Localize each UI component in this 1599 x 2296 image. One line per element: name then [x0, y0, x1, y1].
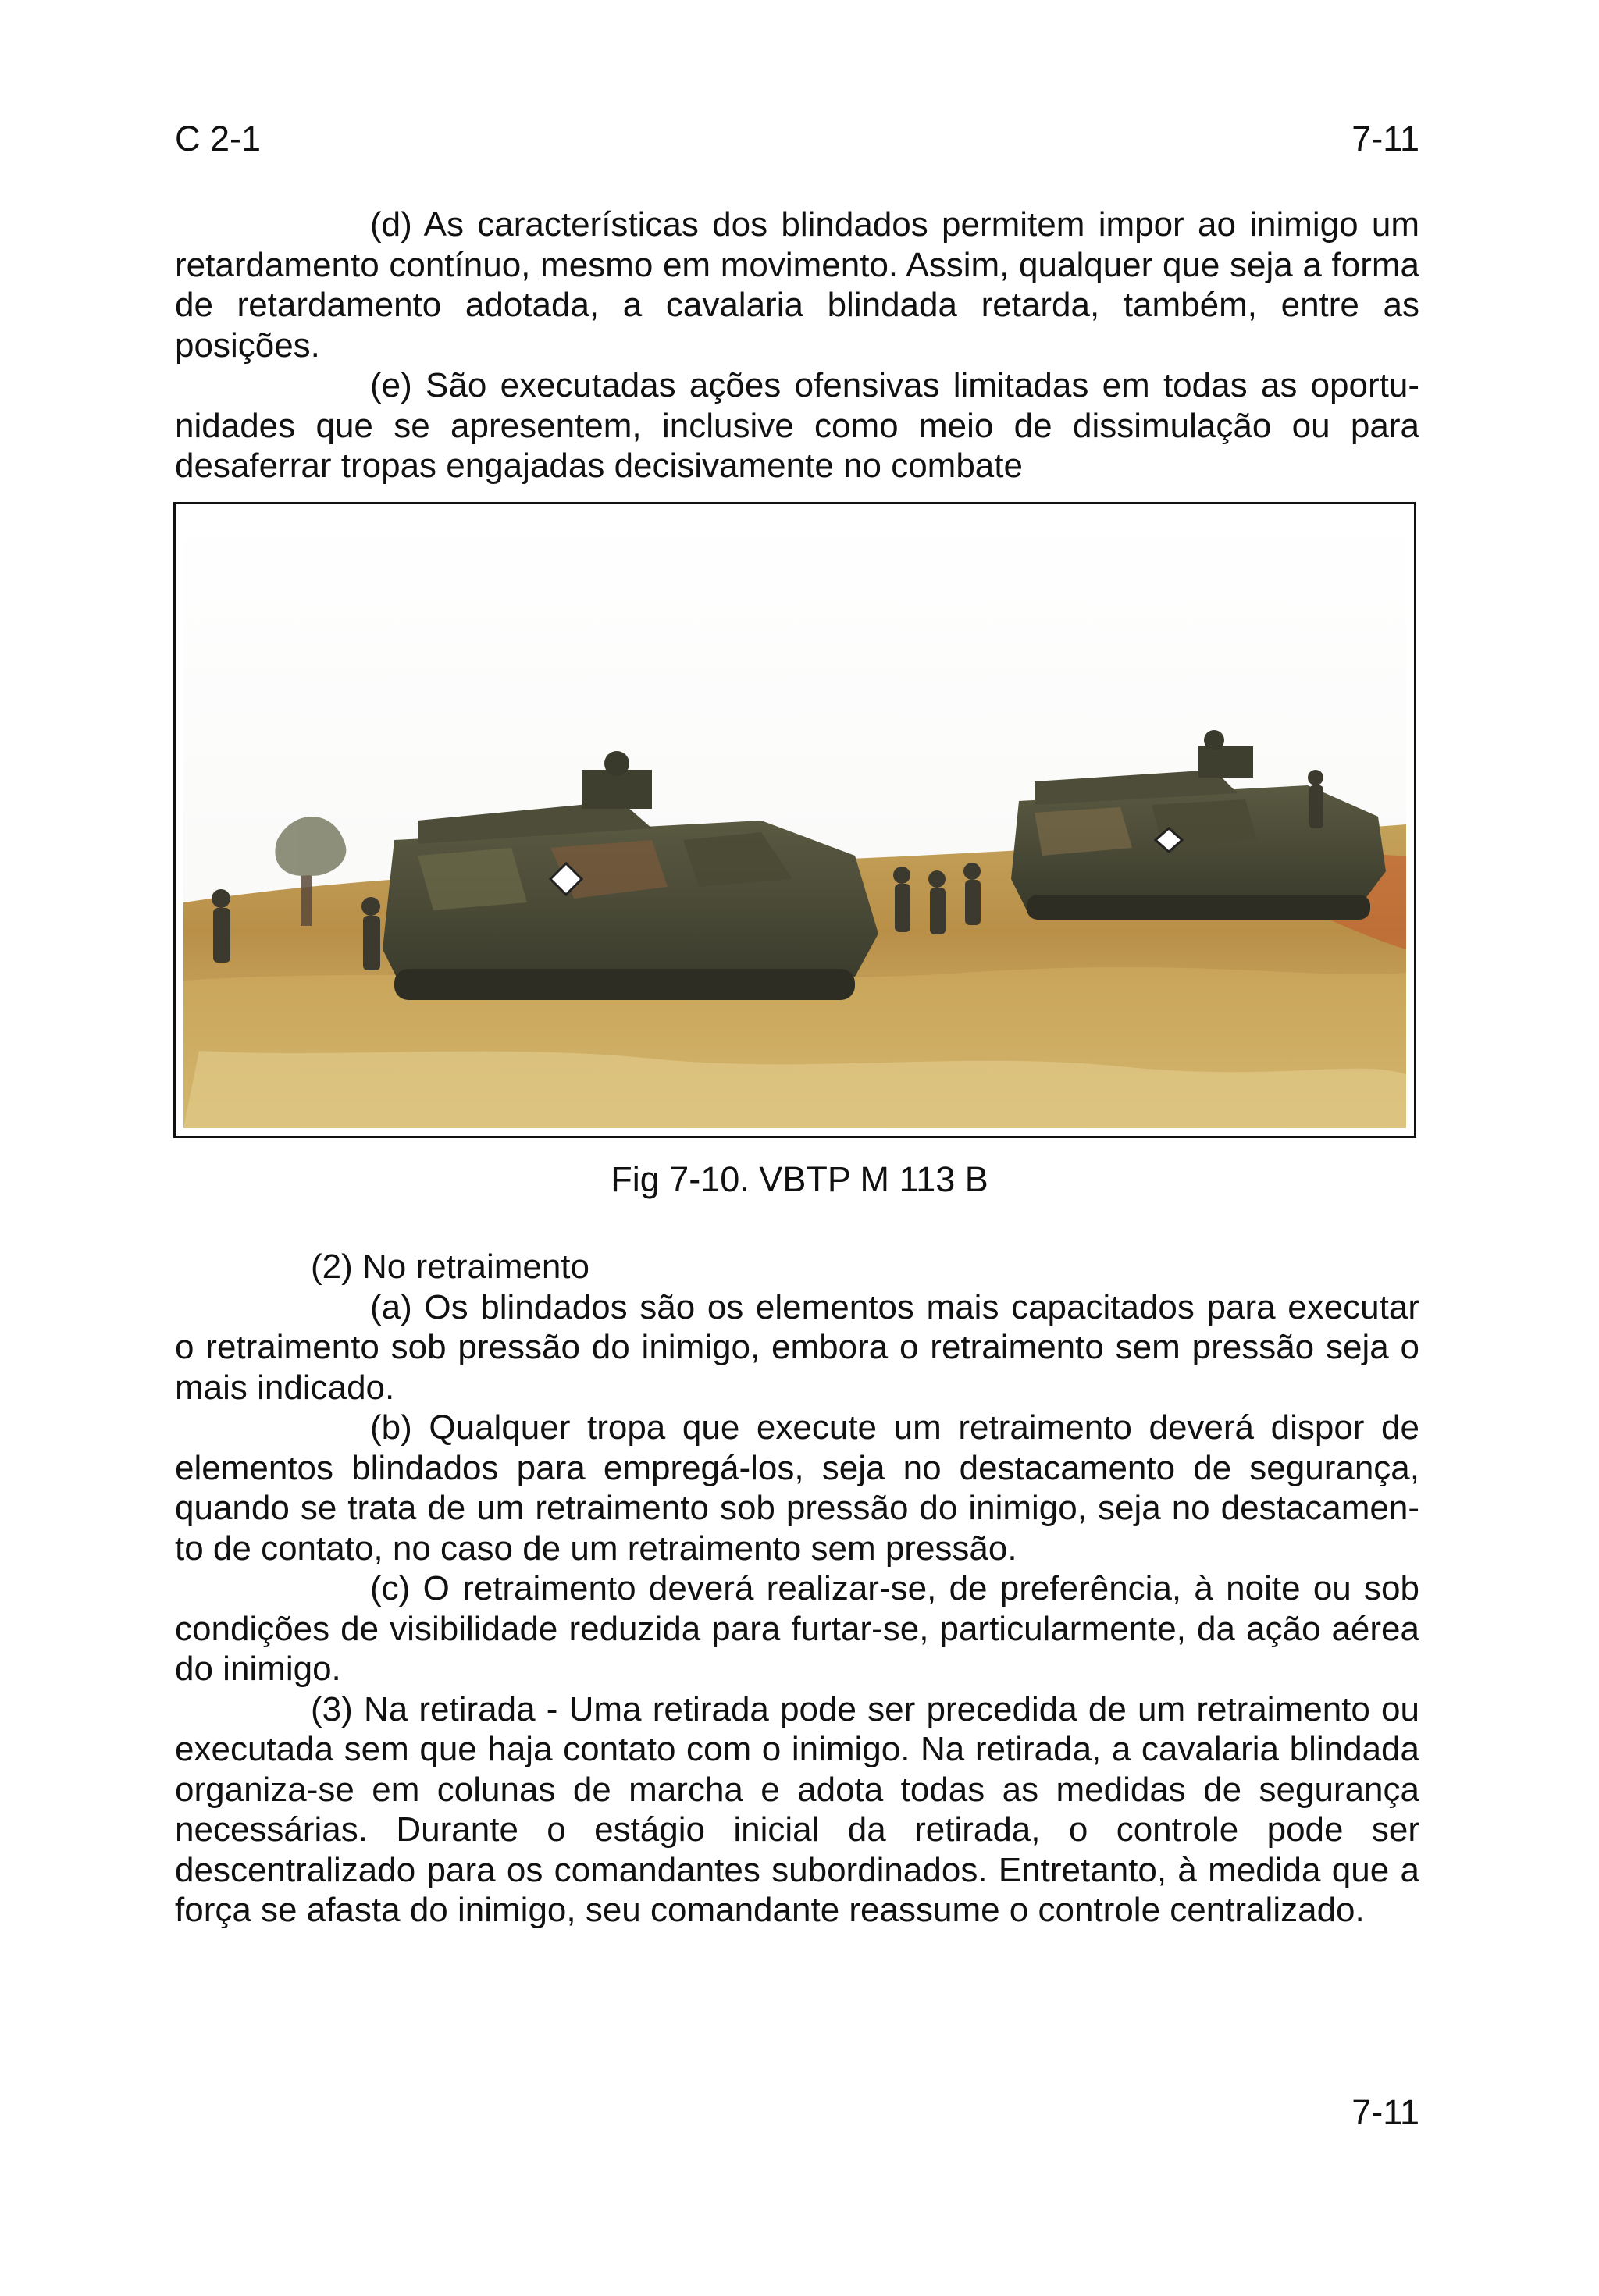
paragraph-b: (b) Qualquer tropa que execute um retraimento deverá dispor de elementos blindados para empregá-los, seja no destacamento de segurança, quando se trata de um retraimento sob pressão do inimigo, seja no destacamen-to de contato, no caso de um retraimento sem pressão. [175, 1408, 1419, 1568]
header-page-number: 7-11 [1351, 119, 1419, 158]
heading-retraimento: (2) No retraimento [311, 1248, 590, 1286]
bottom-text-block [175, 1247, 1419, 1931]
paragraph-a: (a) Os blindados são os elementos mais capacitados para executar o retraimento sob pressão do inimigo, embora o retraimento sem pressão seja o mais indicado. [175, 1287, 1419, 1407]
top-text-block [175, 205, 1419, 486]
paragraph-3-retirada: (3) Na retirada - Uma retirada pode ser precedida de um retraimento ou executada sem que haja contato com o inimigo. Na retirada, a cavalaria blindada organiza-se em colunas de marcha e adota todas as medidas de segurança necessárias. Durante o estágio inicial da retirada, o controle pode ser descentralizado para os comandantes subordinados. Entretanto, à medida que a força se afasta do inimigo, seu comandante reassume o controle centralizado. [175, 1689, 1419, 1929]
figure-frame [173, 502, 1416, 1138]
footer-page-number: 7-11 [1351, 2092, 1419, 2132]
paragraph-e: (e) São executadas ações ofensivas limitadas em todas as oportu-nidades que se apresentem, inclusive como meio de dissimulação ou para desaferrar tropas engajadas decisivamente no combate [175, 366, 1419, 485]
armored-vehicles-photo [183, 512, 1406, 1128]
figure-caption: Fig 7-10. VBTP M 113 B [611, 1159, 988, 1199]
paragraph-c: (c) O retraimento deverá realizar-se, de preferência, à noite ou sob condições de visibilidade reduzida para furtar-se, particularmente, da ação aérea do inimigo. [175, 1569, 1419, 1688]
header-doc-code: C 2-1 [175, 119, 262, 158]
paragraph-d: (d) As características dos blindados permitem impor ao inimigo um retardamento contínuo, mesmo em movimento. Assim, qualquer que seja a forma de retardamento adotada, a cavalaria blindada retarda, também, entre as posições. [175, 205, 1419, 365]
